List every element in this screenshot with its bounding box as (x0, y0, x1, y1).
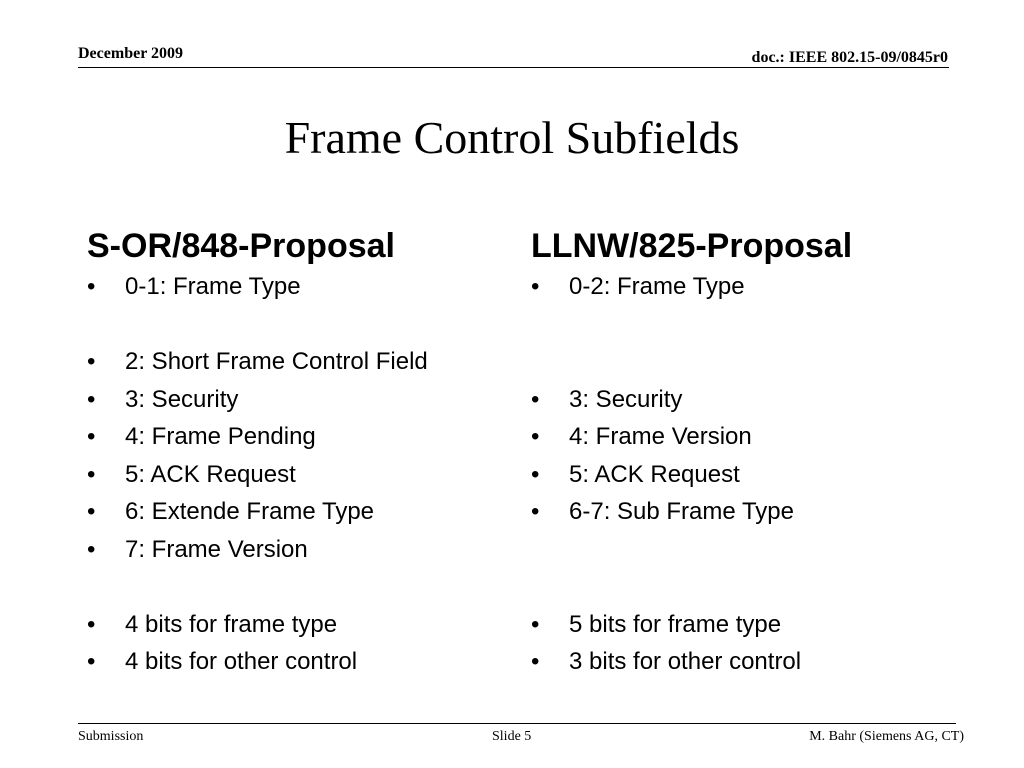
bullet-icon: • (87, 385, 96, 413)
bullet-text: 6: Extende Frame Type (125, 498, 375, 525)
bullet-item (531, 381, 852, 419)
footer-divider (78, 723, 956, 724)
bullet-text: 4: Frame Pending (125, 423, 316, 450)
bullet-item (87, 643, 395, 681)
bullet-text: 4: Frame Version (569, 423, 752, 450)
header-divider (78, 67, 949, 68)
bullet-icon: • (531, 385, 540, 413)
slide-title: Frame Control Subfields (284, 112, 740, 163)
bullet-text: 4 bits for other control (125, 648, 358, 675)
bullet-spacer (531, 306, 852, 344)
bullet-icon: • (531, 498, 540, 525)
bullet-text: 3 bits for other control (569, 648, 802, 675)
bullet-item (531, 268, 852, 306)
bullet-icon: • (87, 423, 96, 450)
header-date: December 2009 (78, 45, 183, 62)
bullet-icon: • (87, 610, 96, 638)
footer-slide-number: Slide 5 (492, 729, 532, 744)
bullet-item (531, 643, 852, 681)
bullet-item (531, 418, 852, 456)
bullet-item (531, 606, 852, 644)
bullet-text: 6-7: Sub Frame Type (569, 498, 794, 525)
bullet-spacer (531, 531, 852, 569)
right-column-heading: LLNW/825-Proposal (531, 227, 853, 265)
bullet-text: 5 bits for frame type (569, 610, 782, 638)
left-column (87, 224, 428, 681)
bullet-spacer (87, 568, 395, 606)
bullet-icon: • (87, 273, 96, 300)
left-bullet-list (87, 268, 428, 681)
bullet-icon: • (87, 498, 96, 525)
bullet-item (87, 606, 395, 644)
bullet-icon: • (87, 648, 96, 675)
bullet-icon: • (531, 610, 540, 638)
bullet-text: 5: ACK Request (125, 460, 296, 488)
left-column-heading: S-OR/848-Proposal (87, 227, 395, 265)
bullet-icon: • (531, 460, 540, 488)
bullet-text: 0-1: Frame Type (125, 273, 301, 300)
bullet-text: 3: Security (125, 385, 239, 413)
bullet-spacer (87, 306, 395, 344)
bullet-text: 0-2: Frame Type (569, 273, 745, 300)
bullet-icon: • (87, 460, 96, 488)
bullet-icon: • (87, 348, 96, 375)
bullet-item (87, 493, 395, 531)
bullet-spacer (531, 343, 852, 381)
bullet-item (87, 268, 395, 306)
bullet-item (531, 456, 852, 494)
right-bullet-list (531, 268, 852, 681)
bullet-item (87, 456, 395, 494)
bullet-text: 5: ACK Request (569, 460, 740, 488)
header-doc-id: doc.: IEEE 802.15-09/0845r0 (751, 49, 948, 66)
bullet-item (87, 418, 395, 456)
bullet-item (87, 531, 395, 569)
footer-submission: Submission (78, 729, 144, 744)
bullet-icon: • (531, 648, 540, 675)
bullet-icon: • (531, 423, 540, 450)
bullet-text: 2: Short Frame Control Field (125, 348, 428, 375)
bullet-icon: • (87, 535, 96, 563)
bullet-text: 4 bits for frame type (125, 610, 338, 638)
bullet-item (531, 493, 852, 531)
footer-author: M. Bahr (Siemens AG, CT) (809, 729, 964, 744)
right-column (531, 224, 852, 681)
bullet-icon: • (531, 273, 540, 300)
bullet-text: 7: Frame Version (125, 535, 308, 563)
bullet-spacer (531, 568, 852, 606)
bullet-item (87, 343, 428, 381)
bullet-item (87, 381, 395, 419)
bullet-text: 3: Security (569, 385, 683, 413)
